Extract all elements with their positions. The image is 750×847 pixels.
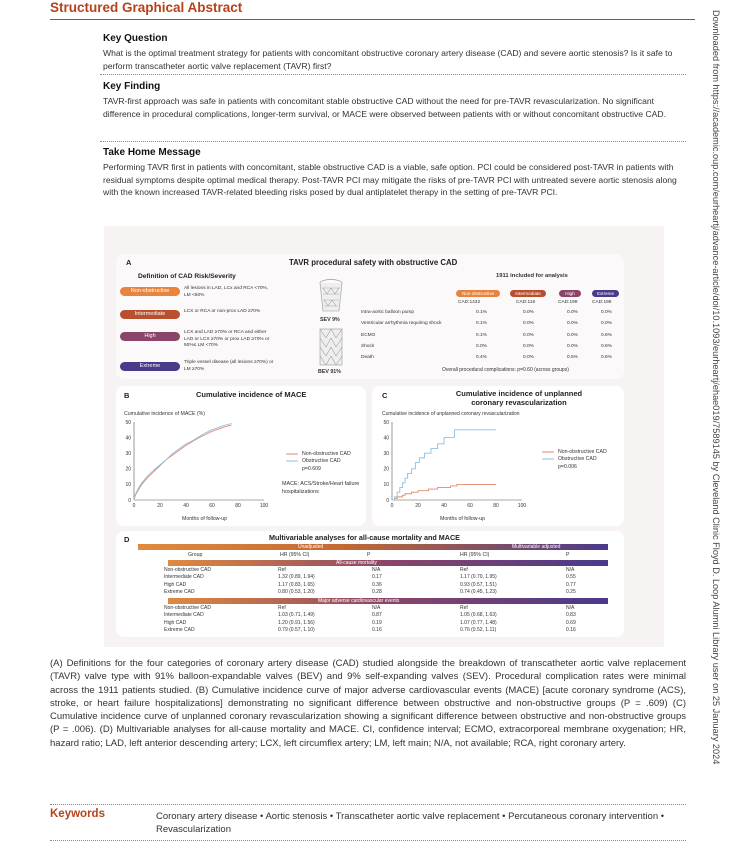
key-question-heading: Key Question (103, 33, 168, 44)
adjusted-bar (338, 544, 608, 550)
group-cell: Extreme CAD (164, 588, 195, 595)
complication-rate: 0.1% (476, 321, 487, 327)
key-finding-heading: Key Finding (103, 81, 161, 92)
value-cell: Ref (460, 567, 468, 573)
x-tick-label: 60 (209, 503, 215, 509)
panel-b-pvalue: p=0.609 (302, 466, 321, 472)
keywords-list: Coronary artery disease • Aortic stenosis • Transcatheter aortic valve replacement • Percutaneous coronary intervention • Revascularization (156, 811, 665, 835)
complication-rate: 0.0% (567, 310, 578, 315)
complication-rate: 0.4% (476, 355, 487, 361)
panel-c-xlabel: Months of follow-up (440, 516, 485, 522)
complication-rate: 0.6% (601, 355, 612, 361)
value-cell: N/A (566, 567, 575, 573)
complication-rate: 0.0% (523, 355, 534, 361)
complication-rate: 0.0% (601, 310, 612, 315)
cat-pill-high: High (120, 332, 180, 341)
value-cell: 0.69 (566, 619, 576, 626)
divider (50, 840, 686, 841)
divider (50, 804, 686, 805)
cat-desc-intermediate: LCX or RCA or non-prox LAD ≥70% (184, 309, 261, 314)
section-mace: Major adverse cardiovascular events (318, 598, 400, 604)
unadjusted-label: Unadjusted (298, 544, 324, 550)
panel-a-footer: Overall procedural complications: p=0.60 (across groups) (442, 367, 569, 373)
complication-rate: 0.0% (567, 343, 578, 349)
bev-valve-icon (318, 327, 344, 367)
series-line-obstructive (134, 424, 232, 500)
complication-name: ECMO (361, 332, 376, 338)
y-tick-label: 40 (383, 435, 389, 442)
x-tick-label: 80 (235, 503, 241, 509)
value-cell: 1.32 (0.89, 1.94) (278, 574, 315, 581)
group-cell: Intermediate CAD (164, 574, 204, 581)
cat-desc-non-obstructive: All lesions in LAD, LCx and RCA <70%, LM <50% (184, 286, 269, 298)
value-cell: 0.16 (372, 626, 382, 633)
revascularization-chart (376, 416, 546, 521)
group-cell: Non-obstructive CAD (164, 605, 211, 611)
graphical-abstract-figure (104, 226, 664, 647)
legend-swatches (286, 452, 300, 464)
legend-non-obstructive: Non-obstructive CAD (302, 451, 351, 457)
value-cell: 1.07 (0.77, 1.48) (460, 619, 497, 626)
header-hr-adjusted: HR (95% CI) (460, 552, 490, 558)
sev-label: SEV 9% (320, 317, 340, 323)
header-hr-unadjusted: HR (95% CI) (280, 552, 310, 558)
figure-caption (50, 657, 686, 750)
value-cell: 0.36 (372, 581, 382, 588)
y-tick-label: 0 (128, 497, 131, 504)
key-finding-section (103, 81, 683, 120)
section-mortality: All-cause mortality (336, 560, 377, 566)
take-home-text: Performing TAVR first in patients with concomitant, stable obstructive CAD is a viable, safe option. PCI could be considered post-TAVR in patients with residual symptoms despite optimal medical therapy. Post-TAVR PCI may mitigate the risks of pre-TAVR PCI with untreated severe aortic stenosis along with the known increased TAVR-related bleeding risks posed by dual antiplatelet therapy in the setting of pre-TAVR PCI. (103, 162, 677, 197)
complication-rate: 0.0% (567, 321, 578, 327)
x-tick-label: 60 (467, 503, 473, 509)
col-pill-extreme: Extreme (592, 290, 619, 297)
complication-name: Death (361, 355, 374, 361)
legend-obstructive: Obstructive CAD (558, 456, 597, 462)
value-cell: 0.80 (0.53, 1.20) (278, 588, 315, 595)
legend-non-obstructive: Non-obstructive CAD (558, 449, 607, 455)
value-cell: 1.03 (0.71, 1.49) (278, 612, 315, 619)
legend-swatches (542, 450, 556, 462)
complication-name: Shock (361, 343, 375, 349)
value-cell: 0.93 (0.57, 1.51) (460, 581, 497, 588)
col-count: CAD:199 (558, 300, 578, 305)
y-tick-label: 0 (386, 497, 389, 504)
complication-rate: 0.0% (523, 332, 534, 338)
y-tick-label: 10 (383, 482, 389, 489)
complication-rate: 0.0% (567, 332, 578, 338)
mace-chart (118, 416, 288, 521)
value-cell: 0.16 (566, 626, 576, 633)
group-cell: Intermediate CAD (164, 612, 204, 619)
panel-b-title: Cumulative incidence of MACE (196, 390, 307, 399)
col-count: CAD:116 (516, 300, 536, 305)
value-cell: N/A (566, 605, 575, 611)
series-line-non-obstructive (134, 425, 232, 500)
panel-b-xlabel: Months of follow-up (182, 516, 227, 522)
legend-obstructive: Obstructive CAD (302, 458, 341, 464)
x-tick-label: 20 (415, 503, 421, 509)
panel-c-letter: C (382, 391, 388, 400)
divider (100, 141, 686, 142)
heading-rule (50, 19, 695, 20)
keywords-heading: Keywords (50, 808, 105, 820)
series-line-non-obstructive (392, 484, 496, 500)
group-cell: High CAD (164, 581, 187, 588)
complication-rate: 0.0% (476, 343, 487, 349)
cat-pill-intermediate: Intermediate (120, 310, 180, 319)
value-cell: N/A (372, 567, 381, 573)
value-cell: 0.87 (372, 612, 382, 619)
panel-b-ylabel: Cumulative incidence of MACE (%) (124, 411, 206, 417)
value-cell: 0.76 (0.52, 1.11) (460, 626, 497, 633)
complication-rate: 0.0% (601, 321, 612, 327)
complication-rate: 0.0% (523, 343, 534, 349)
value-cell: 0.83 (566, 612, 576, 619)
x-tick-label: 20 (157, 503, 163, 509)
cat-desc-high: LCX and LAD ≥70% or RCA and either LAD or LCX ≥70% or prox LAD ≥70% or 50%≤ LM <70% (184, 330, 270, 348)
x-tick-label: 100 (517, 503, 527, 509)
panel-c-pvalue: p=0.006 (558, 464, 577, 470)
bev-label: BEV 91% (318, 369, 341, 375)
header-p-adjusted: P (566, 552, 570, 558)
y-tick-label: 20 (125, 466, 131, 473)
cat-pill-extreme: Extreme (120, 362, 180, 371)
header-group: Group (188, 552, 203, 558)
adjusted-label: Multivariable adjusted (512, 544, 561, 550)
header-p-unadjusted: P (367, 552, 371, 558)
col-count: CAD:1432 (458, 300, 481, 305)
value-cell: 0.74 (0.45, 1.23) (460, 588, 497, 595)
value-cell: 0.25 (566, 588, 576, 595)
take-home-section (103, 147, 683, 198)
cat-pill-non-obstructive: Non-obstructive (120, 287, 180, 296)
y-tick-label: 10 (125, 482, 131, 489)
y-tick-label: 20 (383, 466, 389, 473)
panel-d-title: Multivariable analyses for all-cause mortality and MACE (269, 533, 460, 542)
value-cell: 0.17 (372, 574, 382, 581)
value-cell: 1.17 (0.83, 1.65) (278, 581, 315, 588)
complication-rate: 0.1% (476, 310, 487, 315)
complication-rate: 0.6% (601, 332, 612, 338)
panel-a-title: TAVR procedural safety with obstructive CAD (289, 258, 458, 267)
panel-d-letter: D (124, 535, 130, 544)
download-notice (711, 10, 729, 830)
x-tick-label: 40 (441, 503, 447, 509)
panel-c-ylabel: Cumulative incidence of unplanned coronary revascularization (382, 411, 520, 417)
key-finding-text: TAVR-first approach was safe in patients with concomitant stable obstructive CAD without the need for pre-TAVR revascularization. No significant difference in procedural complications, longer-term survival, or MACE were observed between patients with or without concomitant obstructive CAD. (103, 96, 666, 119)
complication-rate: 0.0% (523, 321, 534, 327)
col-pill-intermediate: Intermediate (510, 290, 546, 297)
y-tick-label: 40 (125, 435, 131, 442)
value-cell: Ref (460, 605, 468, 611)
value-cell: 0.55 (566, 574, 576, 581)
complication-name: Intra-aortic balloon pump (361, 310, 415, 315)
analysis-count: 1911 included for analysis (496, 273, 568, 279)
panel-c-title: Cumulative incidence of unplanned coronary revascularization (455, 389, 583, 407)
mace-definition: MACE: ACS/Stroke/Heart failure hospitalizations (282, 481, 360, 495)
x-tick-label: 40 (183, 503, 189, 509)
complication-rate: 0.5% (567, 355, 578, 361)
key-question-text: What is the optimal treatment strategy for patients with concomitant obstructive coronary artery disease (CAD) and severe aortic stenosis? Is it safe to perform transcatheter aortic valve replacement (TAVR) first? (103, 48, 673, 71)
value-cell: Ref (278, 567, 286, 573)
caption-text: (A) Definitions for the four categories of coronary artery disease (CAD) studied alongside the breakdown of transcatheter aortic valve replacement (TAVR) valve type with 91% balloon-expandable valves (BEV) and 9% self-expanding valves (SEV). Procedural complication rates were minimal across the 1911 patients studied. (B) Cumulative incidence curve of major adverse cardiovascular events (MACE) [acute coronary syndrome (ACS), stroke, or heart failure hospitalizations] demonstrating no significant difference between obstructive and non-obstructive groups (P = .609) (C) Cumulative incidence curve of unplanned coronary revascularization showing a significant difference between obstructive and non-obstructive groups (P = .006). (D) Multivariable analyses for all-cause mortality and MACE. CI, confidence interval; ECMO, extracorporeal membrane oxygenation; HR, hazard ratio; LAD, left anterior descending artery; LCX, left circumflex artery; LM, left main; N/A, not available; RCA, right coronary artery. (50, 658, 686, 749)
section-bar-mortality (168, 560, 608, 566)
value-cell: 0.19 (372, 619, 382, 626)
x-tick-label: 80 (493, 503, 499, 509)
definition-title: Definition of CAD Risk/Severity (138, 273, 236, 280)
complication-rate: 0.6% (601, 343, 612, 349)
y-tick-label: 50 (383, 419, 389, 426)
value-cell: 1.20 (0.91, 1.56) (278, 619, 315, 626)
panel-a-letter: A (126, 258, 132, 267)
sev-valve-icon (318, 278, 344, 314)
divider (100, 74, 686, 75)
value-cell: 0.79 (0.57, 1.10) (278, 626, 315, 633)
complication-rate: 0.0% (523, 310, 534, 315)
cat-desc-extreme: Triple vessel disease (all lesions ≥70%) or LM ≥70% (184, 360, 274, 372)
x-tick-label: 100 (259, 503, 269, 509)
group-cell: Extreme CAD (164, 626, 195, 633)
value-cell: 1.17 (0.70, 1.95) (460, 574, 497, 581)
x-tick-label: 0 (132, 503, 136, 509)
value-cell: 0.77 (566, 581, 576, 588)
take-home-heading: Take Home Message (103, 147, 201, 158)
group-cell: High CAD (164, 619, 187, 626)
value-cell: 1.05 (0.68, 1.63) (460, 612, 497, 619)
col-pill-non-obstructive: Non-obstructive (456, 290, 500, 297)
y-tick-label: 50 (125, 419, 131, 426)
col-count: CAD:199 (592, 300, 612, 305)
complication-rate: 0.1% (476, 332, 487, 338)
x-tick-label: 0 (390, 503, 394, 509)
y-tick-label: 30 (125, 451, 131, 457)
complication-name: Ventricular arrhythmia requiring shock (361, 321, 442, 327)
series-line-obstructive (392, 430, 496, 500)
col-pill-high: High (559, 290, 581, 297)
value-cell: 0.28 (372, 588, 382, 595)
abstract-heading: Structured Graphical Abstract (50, 0, 243, 15)
y-tick-label: 30 (383, 451, 389, 457)
value-cell: N/A (372, 605, 381, 611)
panel-b-letter: B (124, 391, 130, 400)
key-question-section (103, 33, 683, 72)
download-notice-text: Downloaded from https://academic.oup.com/eurheartj/advance-article/doi/10.1093/eurheartj/ehae019/7589145 by Cleveland Clinic Floyd D. Loop Alumni Library user on 25 January 2024 (711, 10, 721, 765)
group-cell: Non-obstructive CAD (164, 567, 211, 573)
value-cell: Ref (278, 605, 286, 611)
